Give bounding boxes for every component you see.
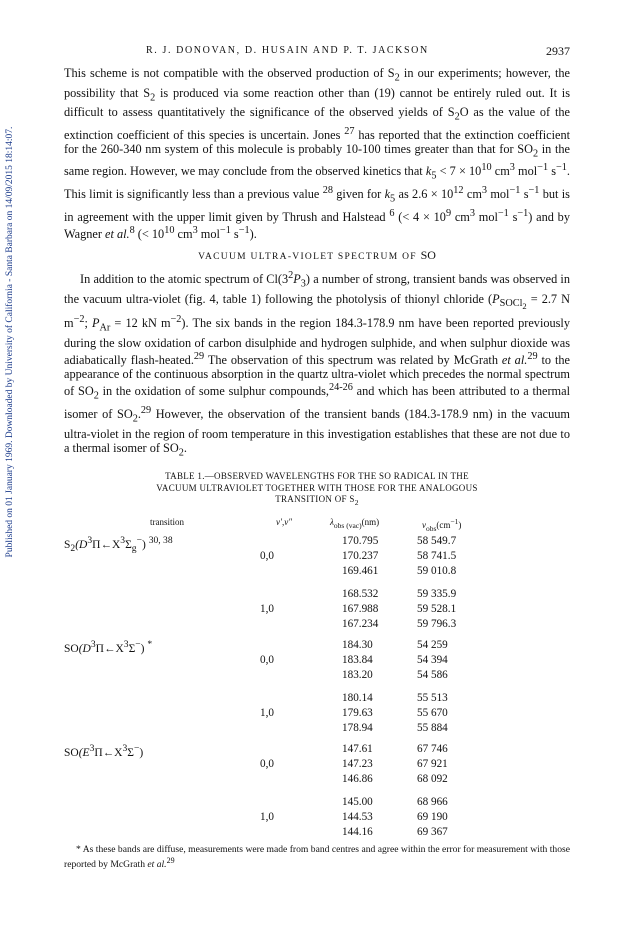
- wavelength-value: 183.20: [342, 668, 373, 681]
- wavenumber-value: 55 884: [417, 721, 448, 734]
- wavelength-value: 168.532: [342, 587, 379, 600]
- page-number: 2937: [546, 44, 570, 58]
- table-caption: TABLE 1.—OBSERVED WAVELENGTHS FOR THE SO RADICAL IN THE VACUUM ULTRAVIOLET TOGETHER WITH THOSE FOR THE ANALOGOUS TRANSITION OF $S_2$: [156, 471, 478, 507]
- wavelength-value: 145.00: [342, 795, 373, 808]
- wavelength-value: 184.30: [342, 638, 373, 651]
- section-heading: VACUUM ULTRA-VIOLET SPECTRUM OF SO: [198, 248, 436, 263]
- wavelength-value: 147.23: [342, 757, 373, 770]
- vibrational-band: 1,0: [260, 602, 274, 615]
- wavenumber-value: 55 513: [417, 691, 448, 704]
- column-header-wavelength: $\lambda_{obs (vac)}(nm)$: [330, 516, 380, 530]
- wavelength-value: 178.94: [342, 721, 373, 734]
- table-footnote: * As these bands are diffuse, measurements were made from band centres and agree within the error for measurement with those reported by McGrath et al.$^{29}$: [64, 843, 570, 871]
- wavenumber-value: 58 549.7: [417, 534, 457, 547]
- wavenumber-value: 54 259: [417, 638, 448, 651]
- column-header-vibrational: v′,v″: [276, 516, 292, 527]
- wavelength-value: 147.61: [342, 742, 373, 755]
- wavelength-value: 179.63: [342, 706, 373, 719]
- transition-label: $SO(E^3\Pi\leftarrow X^3\Sigma^-)$: [64, 742, 144, 759]
- wavenumber-value: 68 092: [417, 772, 448, 785]
- wavenumber-value: 68 966: [417, 795, 448, 808]
- wavenumber-value: 54 394: [417, 653, 448, 666]
- wavenumber-value: 69 190: [417, 810, 448, 823]
- paragraph-1: This scheme is not compatible with the observed production of $S_2$ in our experiments; however, the possibility that $S_2$ is produced via some reaction other than (19) cannot be entirely ruled out. It is difficult to assess quantitatively the significance of the observed yields of $S_2O$ as the value of the extinction coefficient of this species is uncertain. Jones $^{27}$ has reported that the extinction coefficient for the 260-340 nm system of this molecule is probably 10-100 times greater than that for $SO_2$ in the same region. However, we may conclude from the observed kinetics that $k_5 < 7 \times 10^{10}$ $cm^3$ mol$^{-1}$ $s^{-1}$. This limit is significantly less than a previous value $^{28}$ given for $k_5$ as $2.6 \times 10^{12}$ $cm^3$ mol$^{-1}$ $s^{-1}$ but is in agreement with the upper limit given by Thrush and Halstead $^6$ (< $4 \times 10^9$ $cm^3$ mol$^{-1}$ $s^{-1}$) and by Wagner et al.$^8$ (< $10^{10}$ $cm^3$ mol$^{-1}$ $s^{-1}$).: [64, 66, 571, 241]
- download-watermark-text: Published on 01 January 1969. Downloaded by University of California - Santa Barbara on 14/09/2015 18:14:07.: [5, 126, 15, 558]
- wavelength-value: 144.53: [342, 810, 373, 823]
- wavenumber-value: 58 741.5: [417, 549, 457, 562]
- wavenumber-value: 54 586: [417, 668, 448, 681]
- wavenumber-value: 67 746: [417, 742, 448, 755]
- wavelength-value: 144.16: [342, 825, 373, 838]
- vibrational-band: 0,0: [260, 549, 274, 562]
- wavenumber-value: 55 670: [417, 706, 448, 719]
- wavenumber-value: 59 335.9: [417, 587, 457, 600]
- wavenumber-value: 59 528.1: [417, 602, 457, 615]
- column-header-transition: transition: [150, 516, 184, 527]
- download-watermark: [2, 92, 18, 592]
- vibrational-band: 1,0: [260, 810, 274, 823]
- running-head: R. J. DONOVAN, D. HUSAIN AND P. T. JACKSON: [146, 45, 429, 56]
- wavelength-value: 146.86: [342, 772, 373, 785]
- wavelength-value: 169.461: [342, 564, 379, 577]
- wavenumber-value: 67 921: [417, 757, 448, 770]
- wavelength-value: 170.237: [342, 549, 379, 562]
- transition-label: $SO(D^3\Pi\leftarrow X^3\Sigma^-)$ *: [64, 638, 153, 655]
- wavenumber-value: 69 367: [417, 825, 448, 838]
- vibrational-band: 0,0: [260, 653, 274, 666]
- wavelength-value: 180.14: [342, 691, 373, 704]
- page-header: [64, 45, 570, 59]
- wavelength-value: 167.988: [342, 602, 379, 615]
- wavenumber-value: 59 010.8: [417, 564, 457, 577]
- wavelength-value: 183.84: [342, 653, 373, 666]
- column-header-wavenumber: $\nu_{obs}(cm^{-1})$: [422, 516, 462, 533]
- wavelength-value: 170.795: [342, 534, 379, 547]
- data-table: [64, 516, 570, 838]
- vibrational-band: 0,0: [260, 757, 274, 770]
- vibrational-band: 1,0: [260, 706, 274, 719]
- wavelength-value: 167.234: [342, 617, 379, 630]
- transition-label: $S_2(D^3\Pi\leftarrow X^3\Sigma_g^-)$ $^{30, 38}$: [64, 534, 173, 554]
- paragraph-2: In addition to the atomic spectrum of $Cl(3^2P_3)$ a number of strong, transient bands was observed in the vacuum ultra-violet (fig. 4, table 1) following the photolysis of thionyl chloride ($P_{SOCl_2} = 2.7$ N $m^{-2}$; $P_{Ar} = 12$ kN $m^{-2}$). The six bands in the region 184.3-178.9 nm have been reported previously during the slow oxidation of carbon disulphide and hydrogen sulphide, and when sulphur dioxide was adiabatically flash-heated.$^{29}$ The observation of this spectrum was related by McGrath et al.$^{29}$ to the appearance of the continuous absorption in the quartz ultra-violet which precedes the normal spectrum of $SO_2$ in the oxidation of some sulphur compounds,$^{24-26}$ and which has been attributed to a thermal isomer of $SO_2.^{29}$ However, the observation of the transient bands (184.3-178.9 nm) in the vacuum ultra-violet in the region of room temperature in this investigation establishes that these are not due to a thermal isomer of $SO_2$.: [64, 270, 571, 459]
- article-body: [64, 66, 570, 871]
- wavenumber-value: 59 796.3: [417, 617, 457, 630]
